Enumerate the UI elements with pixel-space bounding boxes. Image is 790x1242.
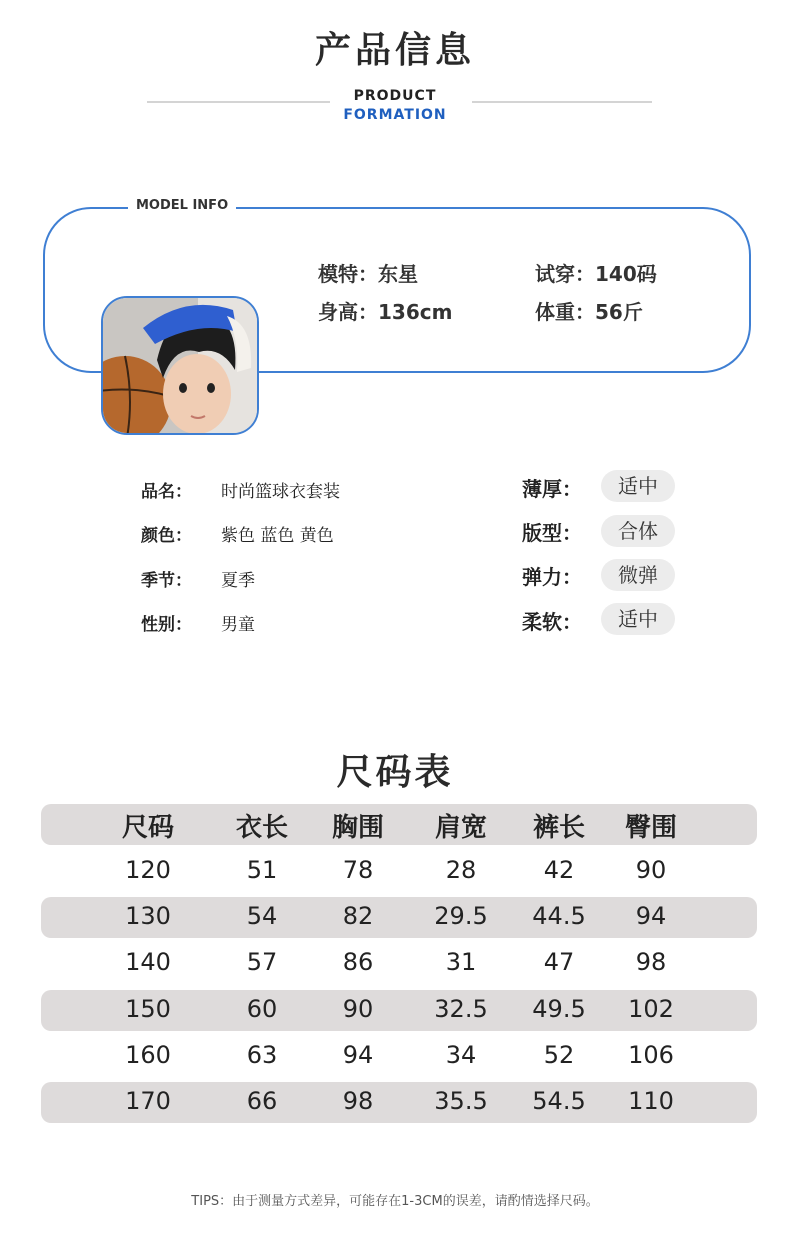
- product-color-label: 颜色：: [141, 526, 192, 546]
- size-header-pants-length: 裤长: [532, 813, 585, 843]
- size-cell: 160: [125, 1041, 171, 1069]
- product-name-value: 时尚篮球衣套装: [221, 482, 340, 502]
- size-cell: 28: [445, 856, 477, 884]
- product-name-label: 品名：: [141, 482, 192, 502]
- size-cell: 110: [628, 1087, 674, 1115]
- size-cell: 106: [628, 1041, 674, 1069]
- fit-value: 合体: [601, 515, 675, 547]
- thickness-value: 适中: [601, 470, 675, 502]
- softness-value: 适中: [601, 603, 675, 635]
- size-cell: 98: [635, 948, 667, 976]
- model-size-worn: 试穿：140码: [535, 262, 657, 286]
- size-header-chest: 胸围: [331, 813, 384, 843]
- size-cell: 150: [125, 995, 171, 1023]
- size-chart-title: 尺码表: [336, 752, 454, 793]
- product-gender-label: 性别：: [141, 615, 192, 635]
- size-cell: 57: [246, 948, 278, 976]
- product-color-value: 紫色 蓝色 黄色: [221, 526, 334, 546]
- size-cell: 34: [445, 1041, 477, 1069]
- size-cell: 94: [342, 1041, 374, 1069]
- size-header-hip: 臀围: [624, 813, 677, 843]
- fit-label: 版型：: [522, 521, 582, 545]
- size-cell: 54: [246, 902, 278, 930]
- size-cell: 44.5: [532, 902, 586, 930]
- size-cell: 31: [445, 948, 477, 976]
- tips-note: TIPS：由于测量方式差异，可能存在1-3CM的误差，请酌情选择尺码。: [191, 1194, 599, 1209]
- size-cell: 90: [635, 856, 667, 884]
- elasticity-label: 弹力：: [522, 565, 582, 589]
- size-cell: 49.5: [532, 995, 586, 1023]
- size-header-size: 尺码: [121, 813, 174, 843]
- size-cell: 86: [342, 948, 374, 976]
- model-name: 模特：东星: [318, 262, 418, 286]
- softness-label: 柔软：: [522, 610, 582, 634]
- size-cell: 130: [125, 902, 171, 930]
- size-cell: 170: [125, 1087, 171, 1115]
- size-cell: 35.5: [434, 1087, 488, 1115]
- size-cell: 82: [342, 902, 374, 930]
- model-height: 身高：136cm: [318, 300, 453, 324]
- size-cell: 52: [543, 1041, 575, 1069]
- product-season-label: 季节：: [141, 571, 192, 591]
- size-header-shoulder: 肩宽: [434, 813, 487, 843]
- model-info-label: MODEL INFO: [128, 198, 236, 213]
- size-cell: 78: [342, 856, 374, 884]
- size-cell: 120: [125, 856, 171, 884]
- page-title: 产品信息: [314, 30, 475, 71]
- subtitle-product: PRODUCT: [353, 88, 437, 104]
- elasticity-value: 微弹: [601, 559, 675, 591]
- product-gender-value: 男童: [221, 615, 255, 635]
- size-cell: 47: [543, 948, 575, 976]
- size-cell: 94: [635, 902, 667, 930]
- size-cell: 29.5: [434, 902, 488, 930]
- size-cell: 32.5: [434, 995, 488, 1023]
- size-header-length: 衣长: [235, 813, 288, 843]
- model-photo-illustration: [103, 298, 259, 435]
- model-weight: 体重：56斤: [535, 300, 643, 324]
- size-cell: 102: [628, 995, 674, 1023]
- size-cell: 63: [246, 1041, 278, 1069]
- size-cell: 60: [246, 995, 278, 1023]
- product-season-value: 夏季: [221, 571, 255, 591]
- size-cell: 140: [125, 948, 171, 976]
- size-cell: 51: [246, 856, 278, 884]
- size-cell: 42: [543, 856, 575, 884]
- model-photo: [101, 296, 259, 435]
- size-cell: 54.5: [532, 1087, 586, 1115]
- subtitle-formation: FORMATION: [343, 107, 447, 123]
- size-cell: 66: [246, 1087, 278, 1115]
- size-cell: 90: [342, 995, 374, 1023]
- thickness-label: 薄厚：: [522, 477, 582, 501]
- size-cell: 98: [342, 1087, 374, 1115]
